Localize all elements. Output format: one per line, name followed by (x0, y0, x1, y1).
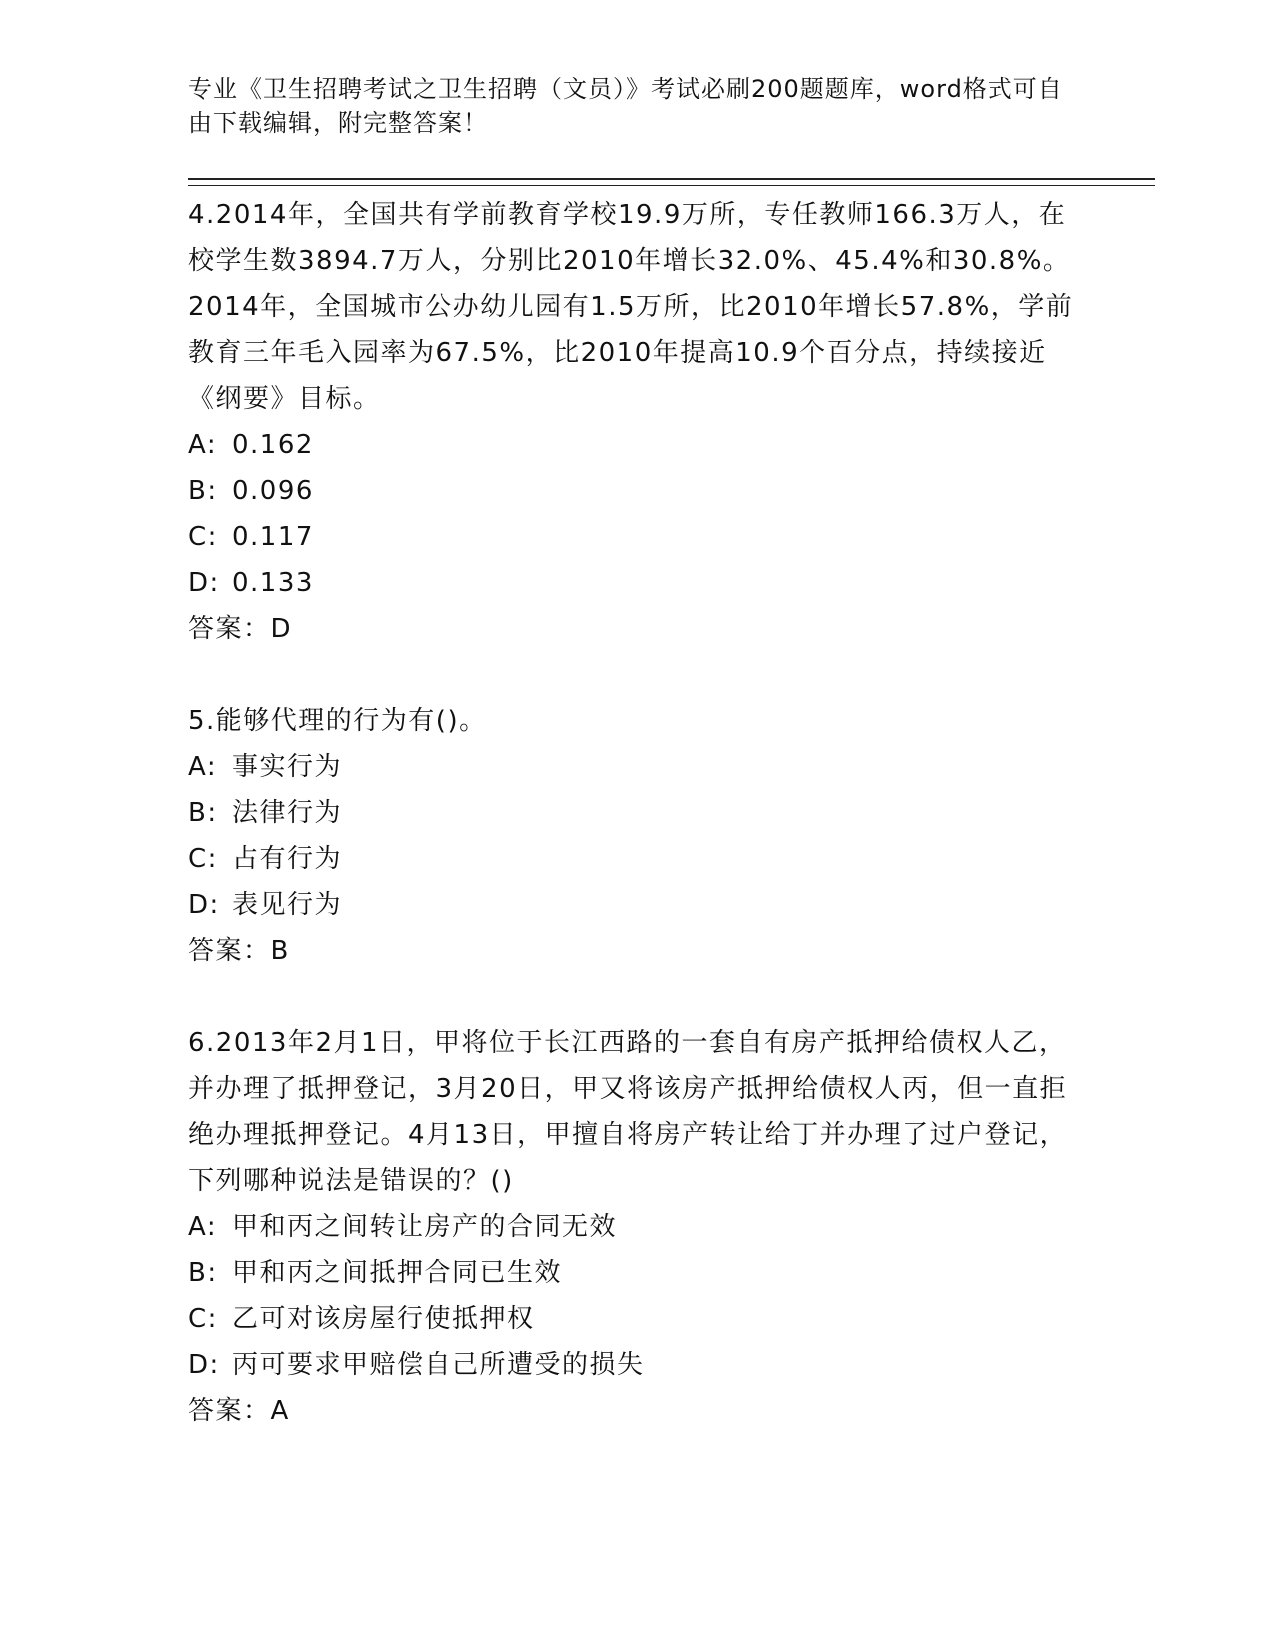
question-5 (188, 698, 1088, 974)
document-header: 专业《卫生招聘考试之卫生招聘（文员）》考试必刷200题题库，word格式可自由下载编辑，附完整答案！ (188, 75, 1063, 137)
option-letter: B: (188, 798, 218, 828)
option-text: 0.162 (232, 430, 314, 460)
option-a (188, 1204, 1088, 1250)
header-divider (188, 178, 1155, 186)
option-c (188, 514, 1088, 560)
option-a (188, 744, 1088, 790)
option-text: 法律行为 (232, 798, 343, 828)
option-letter: D: (188, 890, 220, 920)
answer-line: 答案：D (188, 614, 293, 644)
option-letter: A: (188, 752, 218, 782)
option-text: 占有行为 (232, 844, 343, 874)
question-6 (188, 1020, 1088, 1434)
option-letter: C: (188, 844, 218, 874)
option-d (188, 560, 1088, 606)
option-b (188, 468, 1088, 514)
option-text: 事实行为 (232, 752, 343, 782)
option-text: 0.133 (232, 568, 314, 598)
option-text: 0.117 (232, 522, 314, 552)
option-letter: A: (188, 1212, 218, 1242)
option-text: 表见行为 (232, 890, 343, 920)
option-letter: D: (188, 568, 220, 598)
option-letter: A: (188, 430, 218, 460)
option-c (188, 1296, 1088, 1342)
option-text: 甲和丙之间转让房产的合同无效 (232, 1212, 618, 1242)
option-letter: D: (188, 1350, 220, 1380)
option-a (188, 422, 1088, 468)
option-b (188, 790, 1088, 836)
option-c (188, 836, 1088, 882)
option-letter: C: (188, 1304, 218, 1334)
option-d (188, 882, 1088, 928)
option-b (188, 1250, 1088, 1296)
option-letter: B: (188, 1258, 218, 1288)
answer-line: 答案：B (188, 936, 290, 966)
option-letter: C: (188, 522, 218, 552)
question-list (188, 192, 1088, 1480)
question-text: 4.2014年，全国共有学前教育学校19.9万所，专任教师166.3万人，在校学生数3894.7万人，分别比2010年增长32.0%、45.4%和30.8%。2014年，全国城市公办幼儿园有1.5万所，比2010年增长57.8%，学前教育三年毛入园率为67.5%，比2010年提高10.9个百分点，持续接近《纲要》目标。 (188, 200, 1074, 414)
question-4 (188, 192, 1088, 652)
option-text: 甲和丙之间抵押合同已生效 (232, 1258, 563, 1288)
question-text: 6.2013年2月1日，甲将位于长江西路的一套自有房产抵押给债权人乙，并办理了抵押登记，3月20日，甲又将该房产抵押给债权人丙，但一直拒绝办理抵押登记。4月13日，甲擅自将房产转让给丁并办理了过户登记，下列哪种说法是错误的？() (188, 1028, 1068, 1196)
option-text: 丙可要求甲赔偿自己所遭受的损失 (232, 1350, 645, 1380)
option-text: 0.096 (232, 476, 314, 506)
option-letter: B: (188, 476, 218, 506)
answer-line: 答案：A (188, 1396, 290, 1426)
question-text: 5.能够代理的行为有()。 (188, 706, 487, 736)
option-text: 乙可对该房屋行使抵押权 (232, 1304, 535, 1334)
option-d (188, 1342, 1088, 1388)
